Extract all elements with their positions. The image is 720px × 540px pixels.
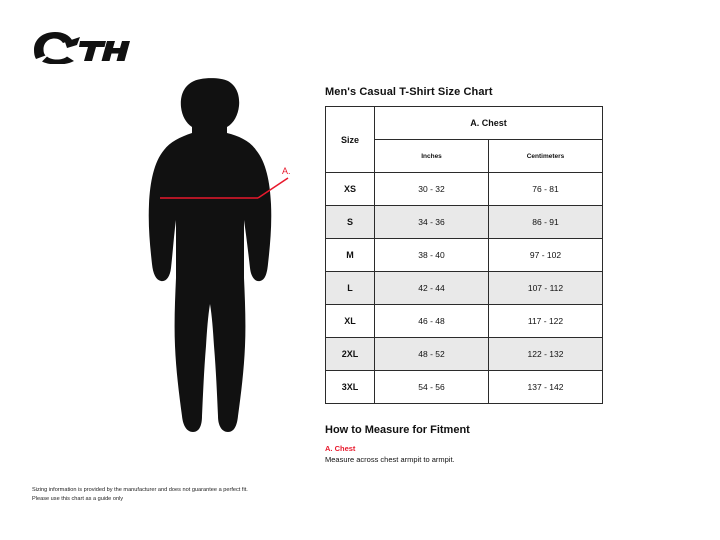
cell-centimeters: 137 - 142 <box>489 371 603 404</box>
cell-centimeters: 122 - 132 <box>489 338 603 371</box>
table-row <box>326 239 603 272</box>
cell-centimeters: 117 - 122 <box>489 305 603 338</box>
cell-size: 3XL <box>326 371 375 404</box>
cell-centimeters: 86 - 91 <box>489 206 603 239</box>
table-row <box>326 305 603 338</box>
table-row <box>326 206 603 239</box>
table-row <box>326 272 603 305</box>
brand-logo <box>32 30 137 64</box>
table-row <box>326 338 603 371</box>
how-to-measure-section <box>325 424 680 464</box>
cell-centimeters: 76 - 81 <box>489 173 603 206</box>
page-title: Men's Casual T-Shirt Size Chart <box>325 86 493 98</box>
cell-centimeters: 107 - 112 <box>489 272 603 305</box>
column-header-size: Size <box>326 107 375 173</box>
cell-size: M <box>326 239 375 272</box>
column-header-group-chest: A. Chest <box>375 107 603 140</box>
cell-inches: 34 - 36 <box>375 206 489 239</box>
chest-callout-label: A. <box>282 166 290 176</box>
cell-centimeters: 97 - 102 <box>489 239 603 272</box>
cell-inches: 38 - 40 <box>375 239 489 272</box>
cell-size: 2XL <box>326 338 375 371</box>
cell-size: XL <box>326 305 375 338</box>
column-header-centimeters: Centimeters <box>489 140 603 173</box>
cell-inches: 54 - 56 <box>375 371 489 404</box>
measure-item-description: Measure across chest armpit to armpit. <box>325 455 455 464</box>
measure-item-label: A. Chest <box>325 444 356 453</box>
column-header-inches: Inches <box>375 140 489 173</box>
size-chart-table <box>325 106 603 404</box>
how-to-measure-title: How to Measure for Fitment <box>325 424 470 436</box>
table-row <box>326 371 603 404</box>
footer-line-2: Please use this chart as a guide only <box>32 495 124 502</box>
cell-size: XS <box>326 173 375 206</box>
table-row <box>326 173 603 206</box>
body-measurement-diagram <box>130 78 290 448</box>
footer-disclaimer <box>32 486 248 504</box>
cell-inches: 48 - 52 <box>375 338 489 371</box>
cell-inches: 30 - 32 <box>375 173 489 206</box>
cell-inches: 42 - 44 <box>375 272 489 305</box>
male-body-silhouette <box>149 78 272 432</box>
size-chart-panel <box>325 86 680 464</box>
cell-size: S <box>326 206 375 239</box>
cell-inches: 46 - 48 <box>375 305 489 338</box>
table-header-group-row <box>326 107 603 140</box>
footer-line-1: Sizing information is provided by the manufacturer and does not guarantee a perfect fit. <box>32 486 248 493</box>
thor-helmet-logo <box>32 30 137 64</box>
cell-size: L <box>326 272 375 305</box>
